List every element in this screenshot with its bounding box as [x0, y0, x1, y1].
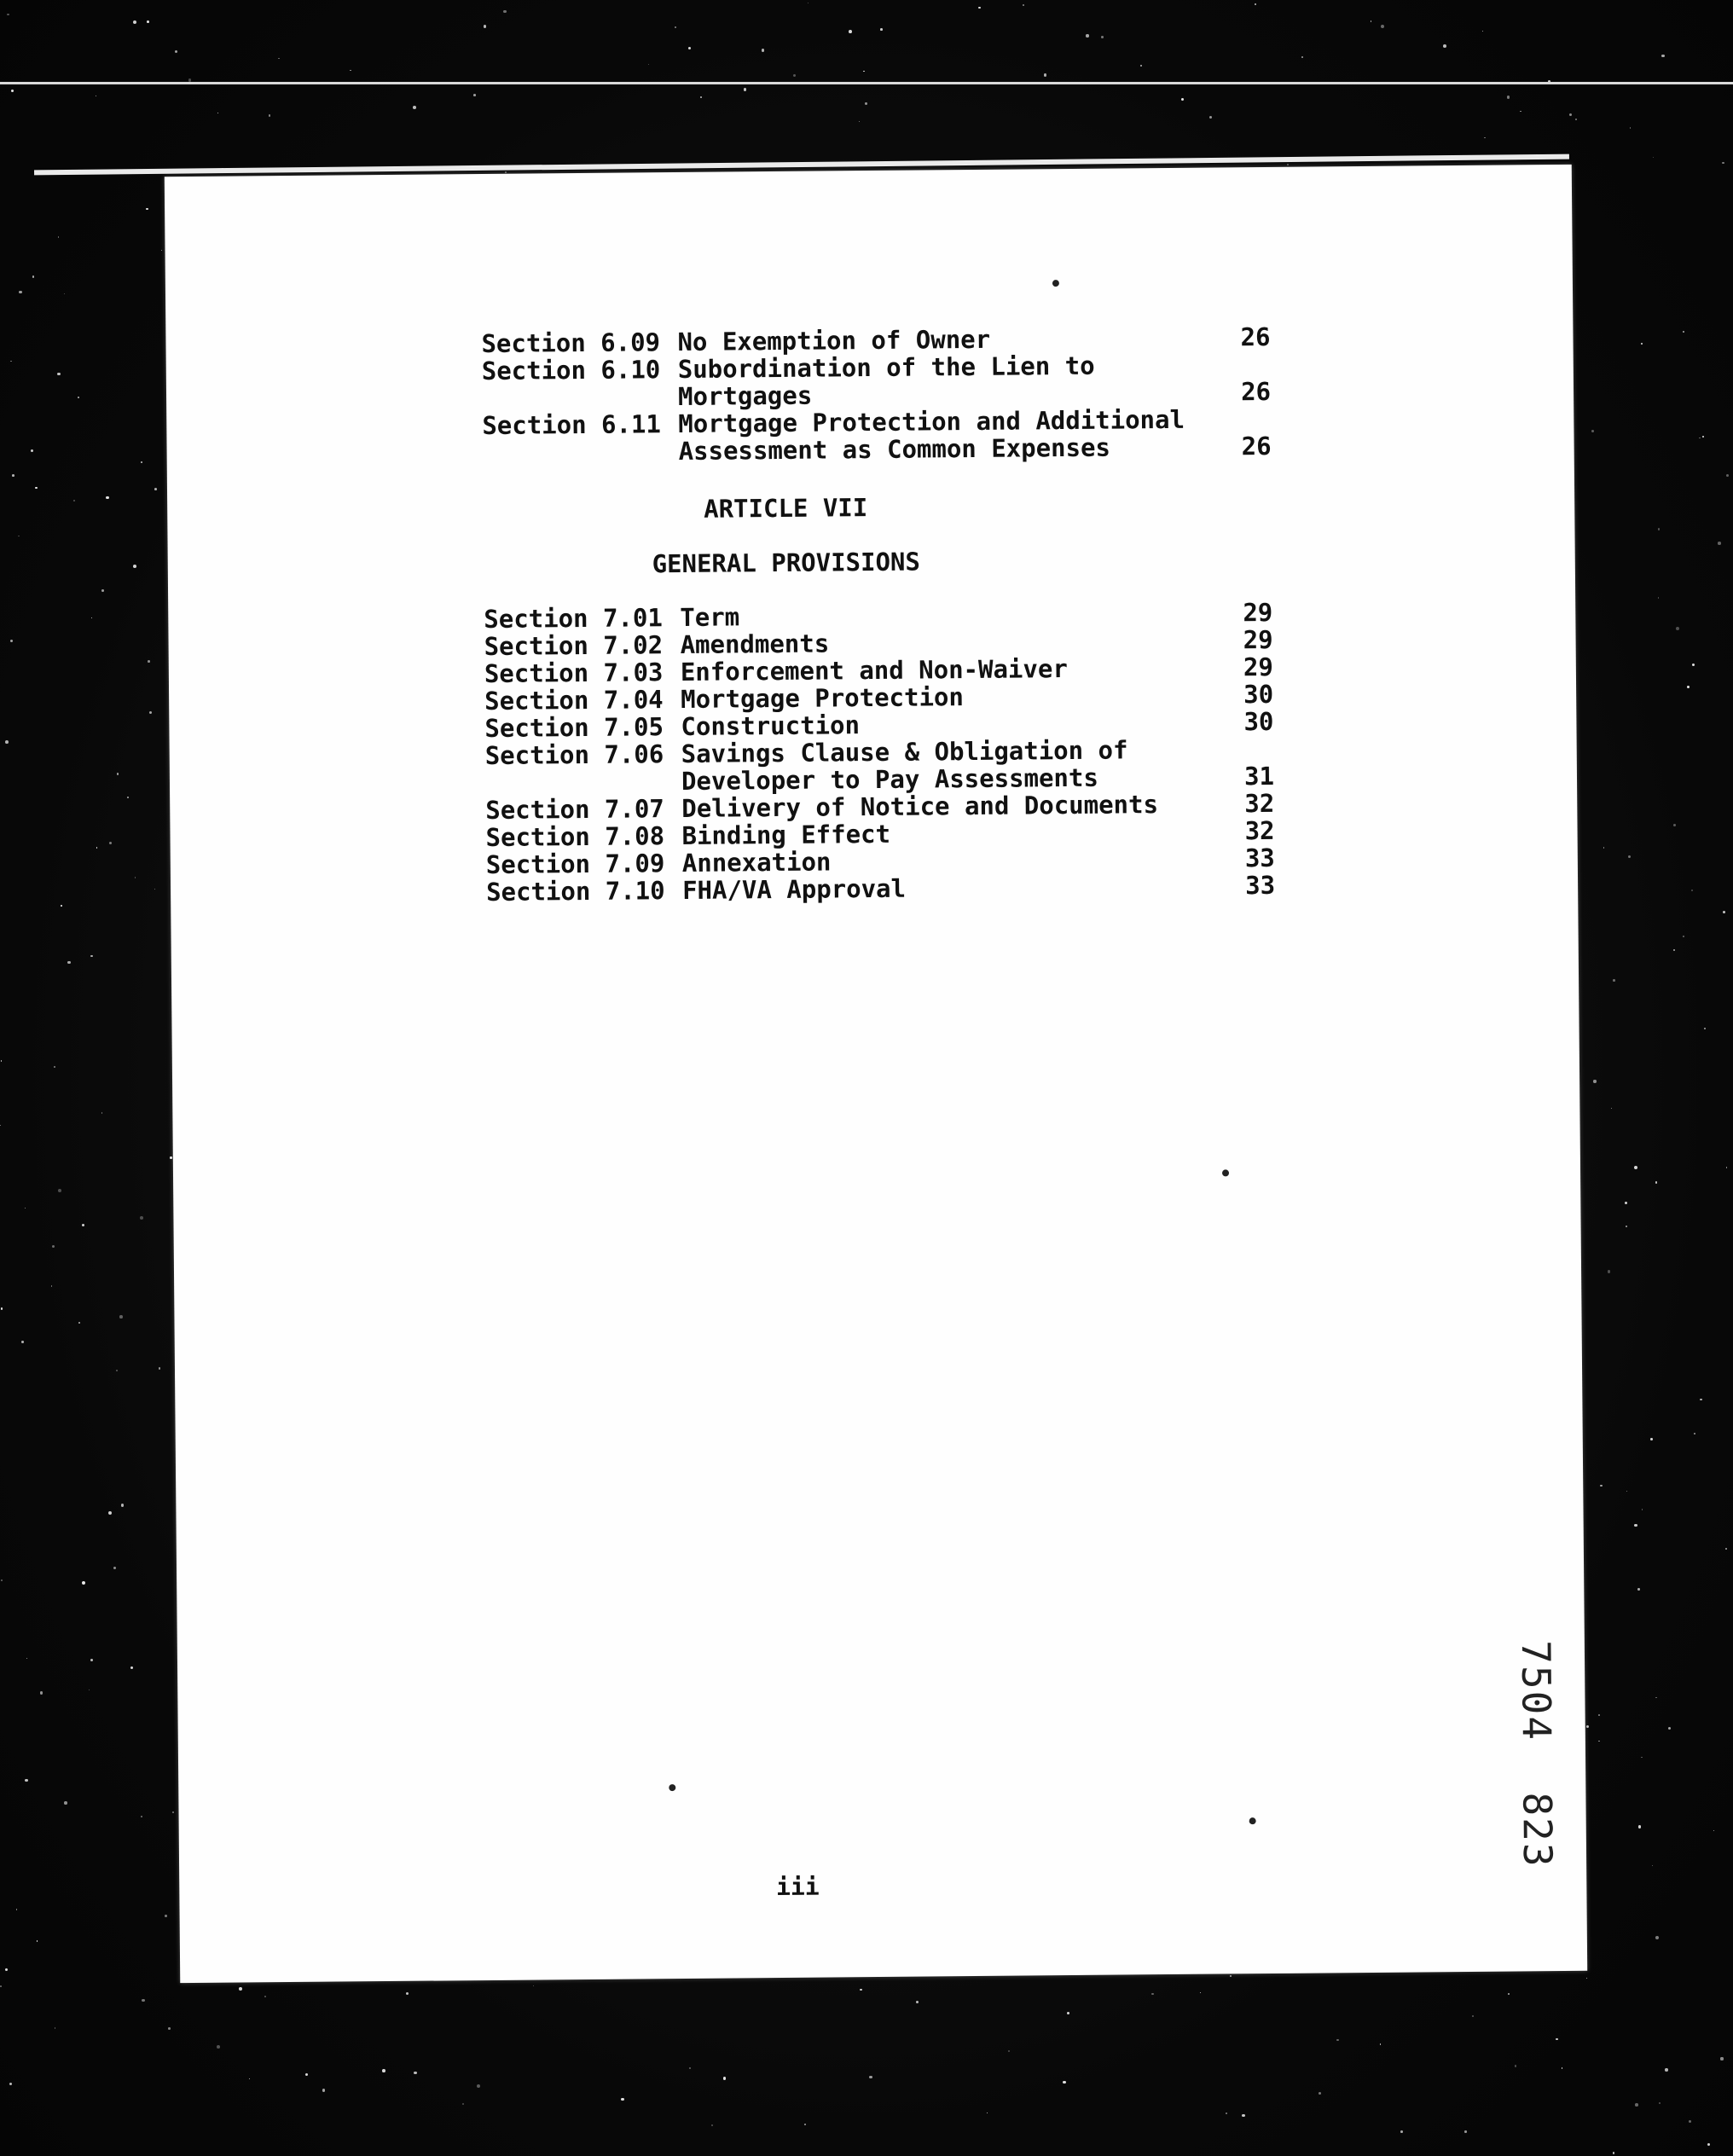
noise-speck — [1650, 1438, 1653, 1440]
noise-speck — [675, 26, 676, 28]
noise-speck — [147, 20, 149, 23]
toc-page-number: 33 — [1245, 870, 1276, 901]
toc-section-title: Assessment as Common Expenses — [678, 432, 1111, 466]
noise-speck — [1694, 1433, 1695, 1434]
noise-speck — [1658, 528, 1660, 530]
noise-speck — [1713, 1830, 1714, 1831]
toc-section-title: Mortgage Protection — [681, 682, 965, 714]
noise-speck — [688, 47, 691, 49]
noise-speck — [1319, 2092, 1321, 2095]
noise-speck — [978, 7, 980, 9]
noise-speck — [1484, 137, 1485, 138]
noise-speck — [1689, 2120, 1691, 2123]
noise-speck — [82, 1224, 84, 1226]
noise-speck — [141, 461, 142, 463]
toc-page-number: 29 — [1243, 624, 1273, 655]
noise-speck — [533, 1985, 534, 1986]
noise-speck — [12, 474, 14, 477]
noise-speck — [1722, 162, 1724, 164]
noise-speck — [1336, 2039, 1338, 2041]
noise-speck — [484, 25, 486, 27]
noise-speck — [51, 1285, 53, 1287]
noise-speck — [1520, 111, 1521, 113]
noise-speck — [723, 2077, 726, 2079]
toc-page-number: 26 — [1241, 431, 1272, 461]
noise-speck — [10, 361, 11, 362]
noise-speck — [1086, 34, 1088, 37]
noise-speck — [1, 1579, 3, 1581]
noise-speck — [35, 487, 37, 489]
toc-section-number: Section 7.07 — [485, 794, 664, 825]
ink-speck — [1222, 1169, 1229, 1176]
noise-speck — [1641, 343, 1643, 345]
noise-speck — [1586, 1725, 1589, 1728]
noise-speck — [503, 10, 506, 13]
toc-page-number: 26 — [1240, 322, 1271, 352]
toc-page-number: 32 — [1244, 815, 1275, 846]
toc-page-number: 29 — [1243, 597, 1273, 628]
noise-speck — [1301, 56, 1303, 58]
noise-speck — [54, 1066, 55, 1068]
noise-speck — [859, 121, 860, 122]
noise-speck — [1200, 1992, 1201, 1993]
noise-speck — [1668, 1727, 1671, 1730]
noise-speck — [1634, 1166, 1637, 1169]
noise-speck — [1725, 1548, 1727, 1550]
noise-speck — [133, 565, 136, 568]
noise-speck — [58, 236, 60, 238]
noise-speck — [148, 660, 150, 663]
noise-speck — [5, 740, 9, 744]
noise-speck — [865, 102, 866, 104]
noise-speck — [1556, 2038, 1557, 2040]
noise-speck — [5, 1968, 8, 1971]
noise-speck — [106, 496, 108, 499]
noise-speck — [0, 1125, 1, 1126]
toc-section-title: Developer to Pay Assessments — [681, 762, 1099, 796]
noise-speck — [165, 1915, 166, 1916]
noise-speck — [1726, 1167, 1727, 1168]
noise-speck — [1482, 31, 1483, 32]
toc-page-number: 33 — [1244, 843, 1275, 873]
noise-speck — [1063, 2081, 1065, 2084]
noise-speck — [67, 961, 70, 964]
noise-speck — [117, 773, 119, 774]
noise-speck — [1628, 855, 1631, 858]
noise-speck — [168, 2027, 171, 2030]
toc-section-title: Enforcement and Non-Waiver — [680, 654, 1068, 687]
noise-speck — [154, 889, 155, 890]
noise-speck — [249, 2078, 250, 2079]
noise-speck — [116, 1370, 118, 1371]
ink-speck — [1052, 280, 1059, 287]
noise-speck — [1683, 936, 1684, 937]
noise-speck — [700, 96, 702, 98]
toc-section-title: FHA/VA Approval — [681, 873, 907, 905]
noise-speck — [1653, 157, 1655, 159]
noise-speck — [82, 1581, 85, 1585]
noise-speck — [762, 49, 765, 52]
noise-speck — [322, 2089, 326, 2092]
noise-speck — [621, 2098, 623, 2101]
noise-speck — [1464, 2130, 1466, 2132]
noise-speck — [1723, 911, 1725, 913]
noise-speck — [61, 905, 62, 907]
noise-speck — [1008, 2050, 1010, 2052]
noise-speck — [305, 2073, 308, 2076]
noise-speck — [1702, 436, 1704, 438]
noise-speck — [32, 275, 35, 278]
noise-speck — [108, 1511, 112, 1515]
toc-section-number: Section 6.11 — [482, 409, 662, 440]
toc-section-number: Section 7.10 — [485, 876, 665, 907]
noise-speck — [26, 1658, 27, 1659]
noise-speck — [90, 955, 93, 958]
noise-speck — [278, 58, 280, 60]
noise-speck — [711, 2124, 713, 2126]
toc-section-number: Section 7.02 — [484, 630, 664, 661]
noise-speck — [1726, 474, 1729, 477]
noise-speck — [1044, 73, 1047, 77]
noise-speck — [1608, 1270, 1611, 1273]
noise-speck — [413, 106, 416, 109]
noise-speck — [1181, 98, 1184, 101]
noise-speck — [96, 847, 97, 848]
noise-speck — [477, 2084, 480, 2088]
noise-speck — [135, 877, 136, 878]
noise-speck — [1, 1060, 3, 1062]
noise-speck — [1209, 116, 1212, 119]
noise-speck — [1575, 119, 1577, 120]
noise-speck — [689, 2067, 691, 2069]
noise-speck — [1658, 597, 1660, 599]
noise-speck — [1287, 164, 1289, 165]
noise-speck — [1661, 55, 1664, 57]
noise-speck — [58, 1189, 61, 1192]
noise-speck — [648, 64, 649, 65]
noise-speck — [1613, 979, 1615, 982]
noise-speck — [159, 1367, 160, 1369]
toc-section-title: Subordination of the Lien to — [677, 351, 1095, 384]
noise-speck — [146, 208, 148, 210]
toc-section-title: Mortgage Protection and Additional — [678, 404, 1185, 438]
toc-section-title: Term — [680, 602, 740, 632]
noise-speck — [142, 1999, 144, 2002]
noise-speck — [161, 250, 162, 251]
noise-speck — [37, 1940, 38, 1942]
toc-section-title: Savings Clause & Obligation of — [681, 735, 1128, 768]
noise-speck — [1508, 1993, 1510, 1995]
noise-speck — [863, 71, 864, 72]
noise-speck — [175, 50, 177, 53]
noise-speck — [1641, 1757, 1642, 1758]
noise-speck — [1659, 2102, 1661, 2104]
noise-speck — [170, 1156, 171, 1158]
noise-speck — [1507, 96, 1510, 98]
noise-speck — [1655, 1697, 1657, 1699]
noise-speck — [1586, 1978, 1587, 1979]
noise-speck — [119, 1315, 123, 1319]
noise-speck — [1472, 2015, 1474, 2017]
noise-speck — [264, 1996, 267, 1998]
noise-speck — [64, 1801, 67, 1805]
toc-section-number: Section 6.10 — [481, 355, 661, 386]
page-number: iii — [775, 1872, 820, 1902]
noise-speck — [89, 1689, 90, 1691]
noise-speck — [78, 1322, 80, 1324]
noise-speck — [1603, 847, 1605, 849]
noise-speck — [382, 2069, 385, 2072]
noise-speck — [860, 1989, 862, 1991]
noise-speck — [217, 2045, 220, 2049]
margin-stamp: 7504 823 — [1512, 1640, 1562, 1869]
noise-speck — [1, 1307, 3, 1310]
noise-speck — [462, 2103, 464, 2105]
noise-speck — [1704, 1028, 1706, 1029]
noise-speck — [1600, 1485, 1603, 1487]
noise-speck — [25, 1779, 28, 1782]
noise-speck — [869, 2076, 872, 2079]
noise-speck — [1598, 1714, 1600, 1716]
noise-speck — [1151, 1993, 1154, 1996]
noise-speck — [19, 291, 22, 294]
noise-speck — [1613, 2152, 1615, 2154]
noise-speck — [1255, 3, 1256, 5]
noise-speck — [1023, 4, 1024, 6]
ink-speck — [669, 1784, 675, 1791]
toc-section-number: Section 7.03 — [484, 658, 664, 688]
toc-page-number: 30 — [1243, 706, 1274, 737]
noise-speck — [350, 70, 351, 71]
noise-speck — [21, 1341, 24, 1343]
noise-speck — [1655, 1181, 1658, 1184]
noise-speck — [1673, 949, 1675, 951]
noise-speck — [793, 74, 796, 77]
toc-section-title: Binding Effect — [681, 819, 891, 850]
noise-speck — [406, 1992, 409, 1995]
toc-page-number: 26 — [1240, 376, 1272, 407]
noise-speck — [1638, 1825, 1642, 1829]
noise-speck — [1562, 2067, 1563, 2069]
noise-speck — [1140, 65, 1142, 67]
toc-page-number: 29 — [1243, 652, 1274, 682]
noise-speck — [101, 1112, 102, 1113]
noise-speck — [414, 2072, 417, 2075]
noise-speck — [40, 1691, 43, 1694]
noise-speck — [1611, 1108, 1612, 1109]
toc-section-title: Mortgages — [677, 380, 813, 411]
noise-speck — [1718, 542, 1721, 545]
noise-speck — [140, 1216, 143, 1220]
noise-speck — [11, 90, 14, 92]
article-subheading: GENERAL PROVISIONS — [652, 547, 921, 579]
noise-speck — [1067, 2012, 1069, 2014]
noise-speck — [1101, 36, 1104, 38]
noise-speck — [16, 1909, 17, 1910]
noise-speck — [90, 1659, 93, 1661]
noise-speck — [880, 28, 883, 31]
toc-page-number: 30 — [1243, 679, 1274, 710]
toc-section-title: Delivery of Notice and Documents — [681, 790, 1159, 823]
noise-speck — [1630, 127, 1632, 129]
article-heading: ARTICLE VII — [704, 493, 868, 524]
noise-speck — [1591, 430, 1594, 432]
toc-section-number: Section 7.04 — [484, 685, 664, 716]
noise-speck — [1642, 1509, 1643, 1510]
noise-speck — [172, 1811, 174, 1813]
noise-speck — [1692, 664, 1695, 666]
noise-speck — [239, 1987, 242, 1991]
noise-speck — [1707, 2143, 1710, 2146]
toc-section-number: Section 7.05 — [484, 712, 664, 743]
noise-speck — [1655, 1936, 1659, 1939]
noise-speck — [121, 1504, 125, 1507]
noise-speck — [73, 500, 75, 501]
noise-speck — [1242, 2114, 1245, 2118]
noise-speck — [127, 797, 129, 798]
toc-section-title: Annexation — [681, 847, 832, 878]
noise-speck — [1687, 686, 1690, 688]
noise-speck — [1400, 2130, 1403, 2133]
noise-speck — [269, 114, 270, 116]
toc-page-number: 32 — [1244, 788, 1275, 819]
toc-section-title: No Exemption of Owner — [677, 324, 991, 356]
noise-speck — [804, 2124, 806, 2125]
noise-speck — [1626, 1226, 1627, 1227]
toc-section-number: Section 7.06 — [484, 739, 664, 770]
noise-speck — [149, 711, 152, 714]
noise-speck — [1625, 1202, 1627, 1204]
noise-speck — [1700, 1399, 1701, 1400]
noise-speck — [10, 640, 13, 642]
noise-speck — [133, 20, 136, 24]
noise-speck — [31, 449, 33, 452]
noise-speck — [91, 617, 92, 618]
noise-speck — [1569, 113, 1572, 116]
noise-speck — [1683, 331, 1685, 333]
noise-speck — [57, 373, 60, 375]
noise-speck — [78, 397, 80, 399]
noise-speck — [109, 842, 112, 844]
noise-speck — [1691, 890, 1693, 891]
noise-speck — [1626, 1491, 1627, 1492]
noise-speck — [7, 14, 9, 15]
noise-speck — [1637, 1588, 1640, 1591]
noise-speck — [64, 293, 65, 294]
toc-section-title: Construction — [681, 710, 861, 741]
noise-speck — [130, 1666, 133, 1669]
noise-speck — [1226, 2113, 1227, 2114]
noise-speck — [101, 589, 104, 592]
noise-speck — [1673, 824, 1676, 826]
noise-speck — [154, 488, 157, 490]
noise-speck — [1598, 1741, 1599, 1742]
toc-section-number: Section 7.09 — [485, 849, 665, 879]
noise-speck — [9, 2083, 12, 2085]
noise-speck — [1635, 2103, 1638, 2107]
noise-speck — [1593, 1080, 1596, 1082]
noise-speck — [52, 1245, 55, 1248]
ink-speck — [1249, 1817, 1256, 1824]
noise-speck — [141, 1816, 142, 1817]
noise-speck — [1665, 2068, 1668, 2072]
noise-speck — [1634, 1524, 1637, 1527]
toc-section-number: Section 7.08 — [485, 821, 665, 852]
toc-section-number: Section 6.09 — [481, 327, 661, 359]
noise-speck — [1515, 2065, 1516, 2066]
noise-speck — [1381, 25, 1384, 28]
noise-speck — [1676, 627, 1679, 630]
noise-speck — [916, 2001, 919, 2003]
document-page — [165, 165, 1587, 1983]
toc-section-number: Section 7.01 — [484, 603, 663, 634]
scanner-edge-line — [0, 82, 1733, 84]
noise-speck — [473, 94, 476, 96]
toc-page-number: 31 — [1243, 761, 1275, 791]
noise-speck — [1720, 2057, 1723, 2060]
toc-section-title: Amendments — [680, 629, 830, 659]
noise-speck — [0, 1985, 2, 1987]
noise-speck — [1443, 44, 1446, 48]
noise-speck — [1652, 1865, 1654, 1867]
noise-speck — [113, 1567, 116, 1569]
noise-speck — [1230, 1975, 1232, 1977]
noise-speck — [1380, 2043, 1381, 2044]
noise-speck — [849, 30, 852, 33]
noise-speck — [744, 88, 747, 91]
